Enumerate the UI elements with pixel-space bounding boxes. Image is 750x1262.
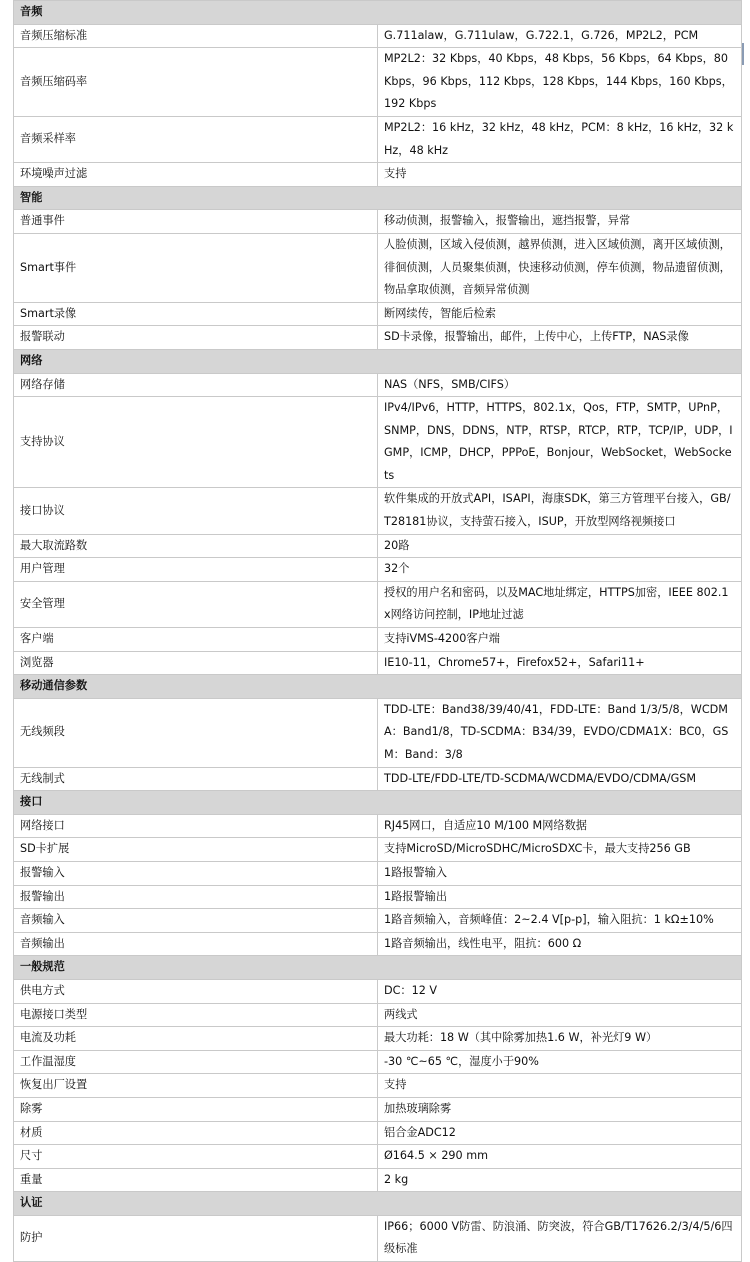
spec-value: IPv4/IPv6，HTTP，HTTPS，802.1x，Qos，FTP，SMTP，UPnP，SNMP，DNS，DDNS，NTP，RTSP，RTCP，RTP，TCP/IP，UDP，IGMP，ICMP，DHCP，PPPoE，Bonjour，WebSocket，WebSockets [378,397,742,488]
spec-row [14,302,742,326]
spec-value: MP2L2：16 kHz，32 kHz，48 kHz，PCM：8 kHz，16 kHz，32 kHz，48 kHz [378,116,742,162]
section-header [14,956,742,980]
spec-row [14,651,742,675]
spec-row [14,1145,742,1169]
spec-label: 重量 [14,1168,378,1192]
spec-row [14,838,742,862]
spec-label: 除雾 [14,1097,378,1121]
spec-label: 浏览器 [14,651,378,675]
spec-label: 电流及功耗 [14,1027,378,1051]
spec-row [14,163,742,187]
spec-label: 报警输入 [14,861,378,885]
spec-value: 1路报警输入 [378,861,742,885]
spec-row [14,767,742,791]
spec-label: 支持协议 [14,397,378,488]
spec-label: SD卡扩展 [14,838,378,862]
spec-label: 最大取流路数 [14,534,378,558]
spec-value: 2 kg [378,1168,742,1192]
spec-value: 20路 [378,534,742,558]
section-title: 认证 [14,1192,742,1216]
spec-row [14,932,742,956]
spec-row [14,1027,742,1051]
spec-label: Smart事件 [14,233,378,302]
spec-label: 网络存储 [14,373,378,397]
spec-value: Ø164.5 × 290 mm [378,1145,742,1169]
spec-value: TDD-LTE：Band38/39/40/41，FDD-LTE：Band 1/3/5/8，WCDMA：Band1/8，TD-SCDMA：B34/39，EVDO/CDMA1X：BC0，GSM：Band：3/8 [378,698,742,767]
spec-label: 无线频段 [14,698,378,767]
spec-row [14,814,742,838]
spec-row [14,233,742,302]
section-title: 一般规范 [14,956,742,980]
spec-row [14,698,742,767]
spec-value: 支持 [378,163,742,187]
spec-value: G.711alaw，G.711ulaw，G.722.1，G.726，MP2L2，PCM [378,24,742,48]
spec-row [14,885,742,909]
spec-value: 加热玻璃除雾 [378,1097,742,1121]
spec-table [13,0,742,1262]
spec-row [14,534,742,558]
spec-value: 支持MicroSD/MicroSDHC/MicroSDXC卡，最大支持256 GB [378,838,742,862]
section-title: 音频 [14,1,742,25]
section-title: 智能 [14,186,742,210]
spec-value: IE10-11，Chrome57+，Firefox52+，Safari11+ [378,651,742,675]
spec-label: 用户管理 [14,558,378,582]
spec-row [14,116,742,162]
spec-label: 普通事件 [14,210,378,234]
spec-row [14,909,742,933]
spec-value: 支持iVMS-4200客户端 [378,628,742,652]
spec-row [14,488,742,534]
spec-value: SD卡录像，报警输出，邮件，上传中心，上传FTP，NAS录像 [378,326,742,350]
spec-value: TDD-LTE/FDD-LTE/TD-SCDMA/WCDMA/EVDO/CDMA/GSM [378,767,742,791]
spec-row [14,1097,742,1121]
spec-label: 工作温湿度 [14,1050,378,1074]
spec-label: 音频压缩标准 [14,24,378,48]
section-title: 移动通信参数 [14,675,742,699]
spec-row [14,628,742,652]
spec-label: 安全管理 [14,581,378,627]
spec-label: 报警联动 [14,326,378,350]
section-header [14,186,742,210]
spec-sheet [13,0,742,1262]
spec-label: 供电方式 [14,979,378,1003]
spec-label: 报警输出 [14,885,378,909]
spec-value: IP66；6000 V防雷、防浪涌、防突波，符合GB/T17626.2/3/4/5/6四级标准 [378,1215,742,1261]
spec-row [14,397,742,488]
spec-row [14,24,742,48]
section-header [14,1,742,25]
spec-label: 材质 [14,1121,378,1145]
spec-value: NAS（NFS，SMB/CIFS） [378,373,742,397]
spec-label: 接口协议 [14,488,378,534]
spec-label: 音频压缩码率 [14,48,378,117]
spec-row [14,1050,742,1074]
spec-label: 音频输出 [14,932,378,956]
spec-row [14,210,742,234]
spec-row [14,581,742,627]
spec-value: 断网续传，智能后检索 [378,302,742,326]
section-header [14,349,742,373]
spec-label: Smart录像 [14,302,378,326]
section-title: 网络 [14,349,742,373]
spec-value: -30 ℃~65 ℃，湿度小于90% [378,1050,742,1074]
spec-value: 支持 [378,1074,742,1098]
spec-row [14,1121,742,1145]
spec-label: 环境噪声过滤 [14,163,378,187]
spec-value: 1路音频输入，音频峰值：2~2.4 V[p-p]，输入阻抗：1 kΩ±10% [378,909,742,933]
spec-value: 1路报警输出 [378,885,742,909]
spec-value: MP2L2：32 Kbps，40 Kbps，48 Kbps，56 Kbps，64 Kbps，80 Kbps，96 Kbps，112 Kbps，128 Kbps，144 Kbps，160 Kbps，192 Kbps [378,48,742,117]
spec-row [14,1074,742,1098]
spec-value: 1路音频输出，线性电平，阻抗：600 Ω [378,932,742,956]
spec-label: 尺寸 [14,1145,378,1169]
spec-value: 32个 [378,558,742,582]
spec-label: 音频输入 [14,909,378,933]
table-edge-marker [742,43,744,65]
spec-value: 两线式 [378,1003,742,1027]
spec-row [14,979,742,1003]
spec-row [14,326,742,350]
spec-value: 铝合金ADC12 [378,1121,742,1145]
section-header [14,1192,742,1216]
section-header [14,791,742,815]
spec-label: 电源接口类型 [14,1003,378,1027]
spec-label: 恢复出厂设置 [14,1074,378,1098]
spec-value: 人脸侦测，区域入侵侦测，越界侦测，进入区域侦测，离开区域侦测，徘徊侦测，人员聚集侦测，快速移动侦测，停车侦测，物品遗留侦测，物品拿取侦测，音频异常侦测 [378,233,742,302]
spec-row [14,1215,742,1261]
spec-row [14,861,742,885]
spec-row [14,1168,742,1192]
spec-label: 网络接口 [14,814,378,838]
spec-row [14,558,742,582]
section-header [14,675,742,699]
spec-value: 软件集成的开放式API，ISAPI，海康SDK，第三方管理平台接入，GB/T28181协议，支持萤石接入，ISUP，开放型网络视频接口 [378,488,742,534]
spec-value: 最大功耗：18 W（其中除雾加热1.6 W，补光灯9 W） [378,1027,742,1051]
spec-row [14,48,742,117]
spec-row [14,1003,742,1027]
spec-value: 移动侦测，报警输入，报警输出，遮挡报警，异常 [378,210,742,234]
spec-row [14,373,742,397]
spec-value: 授权的用户名和密码，以及MAC地址绑定，HTTPS加密，IEEE 802.1x网络访问控制，IP地址过滤 [378,581,742,627]
spec-value: RJ45网口，自适应10 M/100 M网络数据 [378,814,742,838]
spec-label: 客户端 [14,628,378,652]
spec-value: DC：12 V [378,979,742,1003]
section-title: 接口 [14,791,742,815]
spec-label: 音频采样率 [14,116,378,162]
spec-label: 防护 [14,1215,378,1261]
spec-label: 无线制式 [14,767,378,791]
